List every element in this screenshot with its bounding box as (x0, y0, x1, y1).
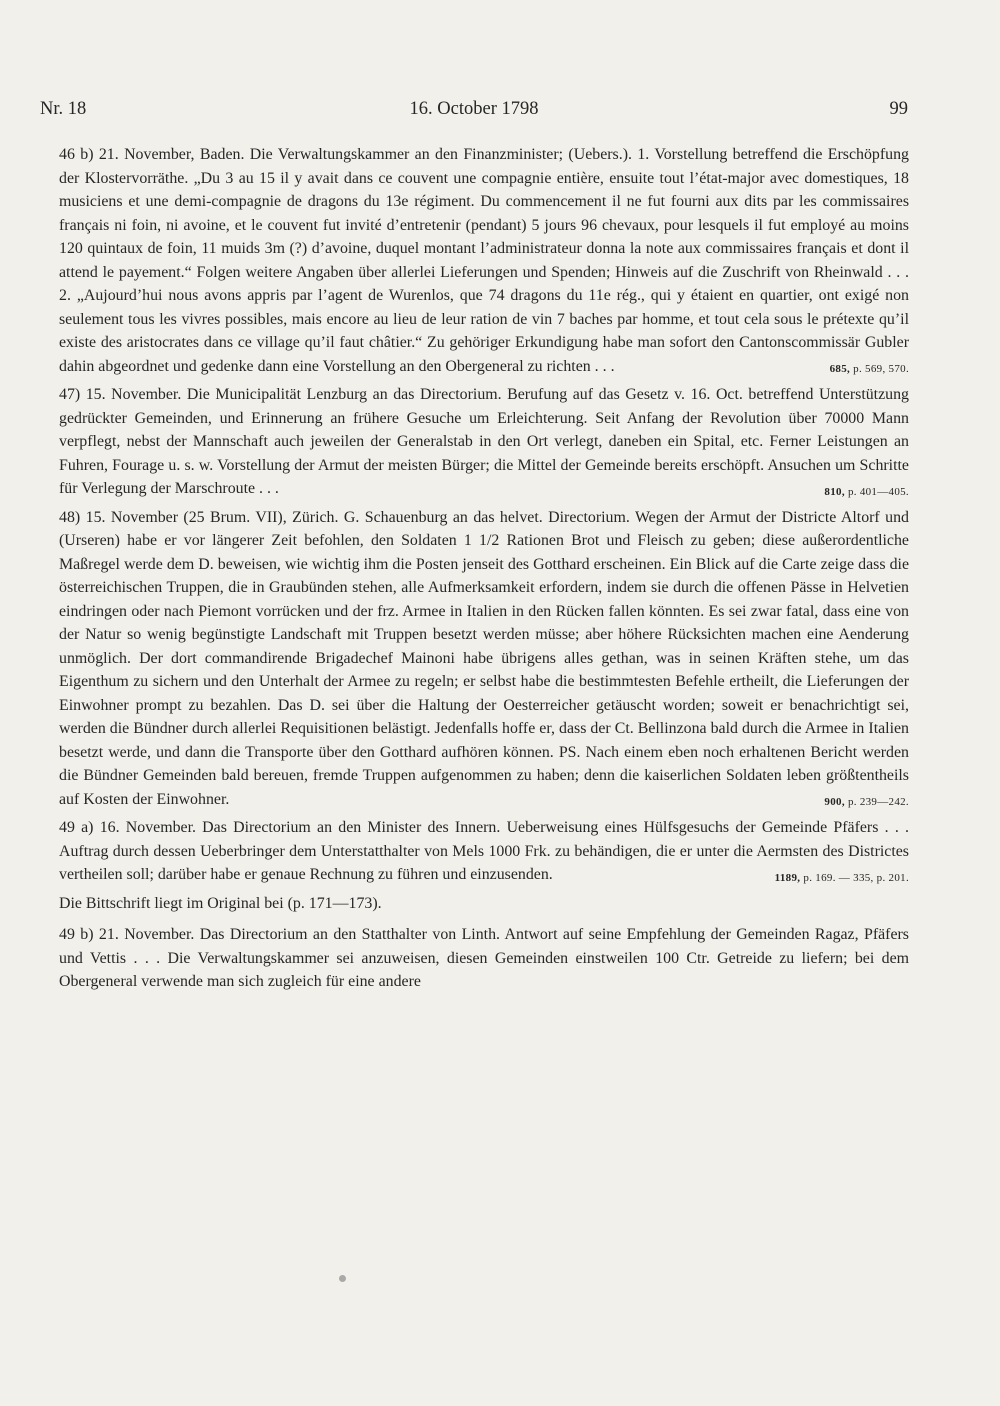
page-date: 16. October 1798 (409, 99, 539, 119)
reference-pages: p. 239—242. (847, 796, 909, 808)
entry-49a (59, 816, 909, 885)
entry-reference (824, 791, 909, 809)
entry-text: 46 b) 21. November, Baden. Die Verwaltungskammer an den Finanzminister; (Uebers.). 1. Vorstellung betreffend die Erschöpfung der Klostervorräthe. „Du 3 au 15 il y avait dans ce couvent une compagnie entière, ensuite tout l’état-major avec domestiques, 18 musiciens et une demi-compagnie de dragons du 13e régiment. Du commencement il ne fut fourni aux dits par les commissaires français ni foin, ni avoine, et le couvent fut invité d’entretenir (pendant) 5 jours 96 chevaux, pour lesquels il fut employé au moins 120 quintaux de foin, 11 muids 3m (?) d’avoine, duquel montant l’administrateur donna la note aux commissaires français et dont il attend le payement.“ Folgen weitere Angaben über allerlei Lieferungen und Spenden; Hinweis auf die Zuschrift von Rheinwald . . . 2. „Aujourd’hui nous avons appris par l’agent de Wurenlos, que 74 dragons du 11e rég., qui y étaient en quartier, ont exigé non seulement tous les vivres possibles, mais encore au lieu de leur ration de vin 7 baches par homme, et tout cela sous le prétexte qu’il existe des aristocrates dans ce village qu’il faut châtier.“ Zu gehöriger Erkundigung habe man sofort den Cantonscommissär Gubler dahin abgeordnet und gedenke dann eine Vorstellung an den Obergeneral zu richten . . . (59, 146, 909, 375)
entry-text: 47) 15. November. Die Municipalität Lenzburg an das Directorium. Berufung auf das Gesetz v. 16. Oct. betreffend Unterstützung gedrückter Gemeinden, und Erinnerung an frühere Gesuche um Erleichterung. Seit Anfang der Revolution über 70000 Mann verpflegt, nebst der Mannschaft auch jeweilen der Generalstab in den Ort verlegt, daneben ein Spital, etc. Ferner Leistungen an Fuhren, Fourage u. s. w. Vorstellung der Armut der meisten Bürger; die Mittel der Gemeinde bereits erschöpft. Ansuchen um Schritte für Verlegung der Marschroute . . . (59, 386, 909, 497)
reference-pages: p. 169. — 335, p. 201. (803, 871, 909, 884)
reference-number: 810, (824, 485, 845, 498)
page-number: 99 (889, 99, 908, 119)
reference-number: 685, (829, 363, 851, 375)
ink-dot (339, 1275, 346, 1282)
entry-48 (59, 506, 909, 810)
reference-pages: p. 569, 570. (853, 363, 909, 375)
entry-49b (59, 923, 909, 994)
entry-46b (59, 143, 909, 376)
entry-text: 49 a) 16. November. Das Directorium an den Minister des Innern. Ueberweisung eines Hülfsgesuchs der Gemeinde Pfäfers . . . Auftrag durch dessen Ueberbringer dem Unterstatthalter von Mels 1000 Frk. zu behändigen, die er unter die Aermsten des Districtes vertheilen soll; darüber habe er genaue Rechnung zu führen und einzusenden. (59, 819, 909, 883)
entry-reference (775, 867, 909, 885)
entry-reference (824, 481, 909, 499)
entry-reference (830, 358, 909, 376)
page-header (40, 99, 908, 125)
archive-note: Die Bittschrift liegt im Original bei (p. 171—173). (59, 894, 382, 912)
entry-text: 49 b) 21. November. Das Directorium an den Statthalter von Linth. Antwort auf seine Empfehlung der Gemeinden Ragaz, Pfäfers und Vettis . . . Die Verwaltungskammer sei anzuweisen, diesen Gemeinden einstweilen 100 Ctr. Getreide zu liefern; bei dem Obergeneral verwende man sich zugleich für eine andere (59, 926, 909, 990)
document-number: Nr. 18 (40, 99, 87, 119)
page-body (59, 143, 909, 1001)
entry-text: 48) 15. November (25 Brum. VII), Zürich. G. Schauenburg an das helvet. Directorium. Wegen der Armut der Districte Altorf und (Urseren) habe er vor längerer Zeit befohlen, den Soldaten 1 1/2 Rationen Brot und Fleisch zu geben; diese außerordentliche Maßregel werde dem D. beweisen, wie wichtig ihm die Posten jenseit des Gotthard erscheinen. Ein Blick auf die Carte zeige dass die österreichischen Truppen, die in Graubünden stehen, alle Aufmerksamkeit erfordern, indem sie durch die offenen Pässe in Helvetien eindringen oder nach Piemont vorrücken und der frz. Armee in Italien in den Rücken fallen könnten. Es sei zwar fatal, dass eine von der Natur so wenig begünstigte Landschaft mit Truppen besetzt werden müsse; aber höhere Rücksichten machen eine Aenderung unmöglich. Der dort commandirende Brigadechef Mainoni habe übrigens alles gethan, was in seinen Kräften stehe, um das Eigenthum zu sichern und den Unterhalt der Armee zu regeln; er selbst habe die bestimmtesten Befehle ertheilt, die Lieferungen der Einwohner prompt zu bezahlen. Das D. sei über die Haltung der Oesterreicher getäuscht worden; soweit er benachrichtigt sei, werden die Bündner durch allerlei Requisitionen belästigt. Jedenfalls hoffe er, dass der Ct. Bellinzona bald durch die Armee in Italien besetzt werde, und dann die Transporte über den Gotthard aufhören können. PS. Nach einem eben noch erhaltenen Bericht werden die Bündner Gemeinden bald bereuen, fremde Truppen aufgenommen zu haben; denn die kaiserlichen Soldaten leben größtentheils auf Kosten der Einwohner. (59, 508, 909, 808)
entry-47 (59, 383, 909, 499)
reference-number: 1189, (774, 871, 801, 884)
reference-pages: p. 401—405. (847, 485, 909, 498)
reference-number: 900, (824, 796, 845, 808)
